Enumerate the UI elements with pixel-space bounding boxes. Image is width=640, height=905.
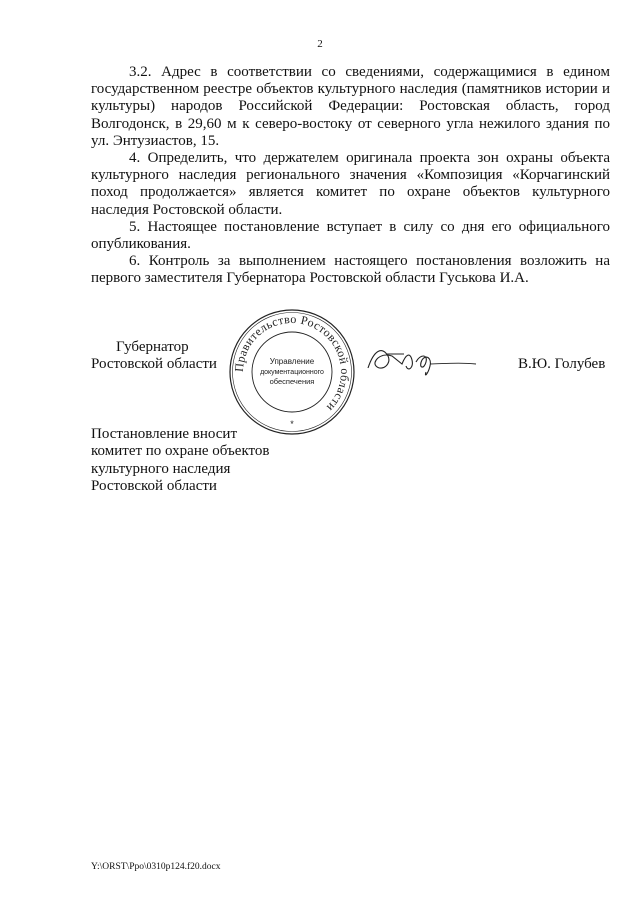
- signatory-role-line1: Губернатор: [116, 339, 189, 355]
- file-path-footer: Y:\ORST\Ppo\0310p124.f20.docx: [91, 862, 221, 872]
- submitted-by-line: Ростовской области: [91, 478, 217, 495]
- submitted-by-line: Постановление вносит: [91, 426, 238, 442]
- seal-inner-line2: документационного: [260, 369, 324, 376]
- paragraph-holder: 4. Определить, что держателем оригинала проекта зон охраны объекта культурного наследия регионального значения «Композиция «Корчагинский поход продолжается» является комитет по охране объектов культурного наследия Ростовской области.: [91, 150, 610, 218]
- seal-inner-line1: Управление: [269, 357, 315, 366]
- seal-star-icon: *: [290, 419, 294, 429]
- submitted-by-line: комитет по охране объектов: [91, 443, 270, 460]
- handwritten-signature: [364, 342, 480, 378]
- seal-outer-text: Правительство Ростовской области: [231, 311, 353, 415]
- official-seal: [228, 308, 356, 436]
- paragraph-effective: 5. Настоящее постановление вступает в силу со дня его официального опубликования.: [91, 218, 610, 253]
- signatory-name: В.Ю. Голубев: [518, 356, 606, 372]
- paragraph-control: 6. Контроль за выполнением настоящего постановления возложить на первого заместителя Губернатора Ростовской области Гуськова И.А.: [91, 253, 610, 287]
- document-body: [91, 64, 610, 288]
- paragraph-address: 3.2. Адрес в соответствии со сведениями, содержащимися в едином государственном реестре объектов культурного наследия (памятников истории и культуры) народов Российской Федерации: Ростовская область, город Волгодонск, в 29,60 м к северо-востоку от северного угла нежилого здания по ул. Энтузиастов, 15.: [91, 64, 610, 149]
- submitted-by-note: [91, 426, 269, 496]
- signatory-role-line2: Ростовской области: [91, 356, 217, 372]
- submitted-by-line: культурного наследия: [91, 460, 231, 477]
- seal-inner-line3: обеспечения: [269, 377, 315, 386]
- page-number: 2: [317, 38, 323, 50]
